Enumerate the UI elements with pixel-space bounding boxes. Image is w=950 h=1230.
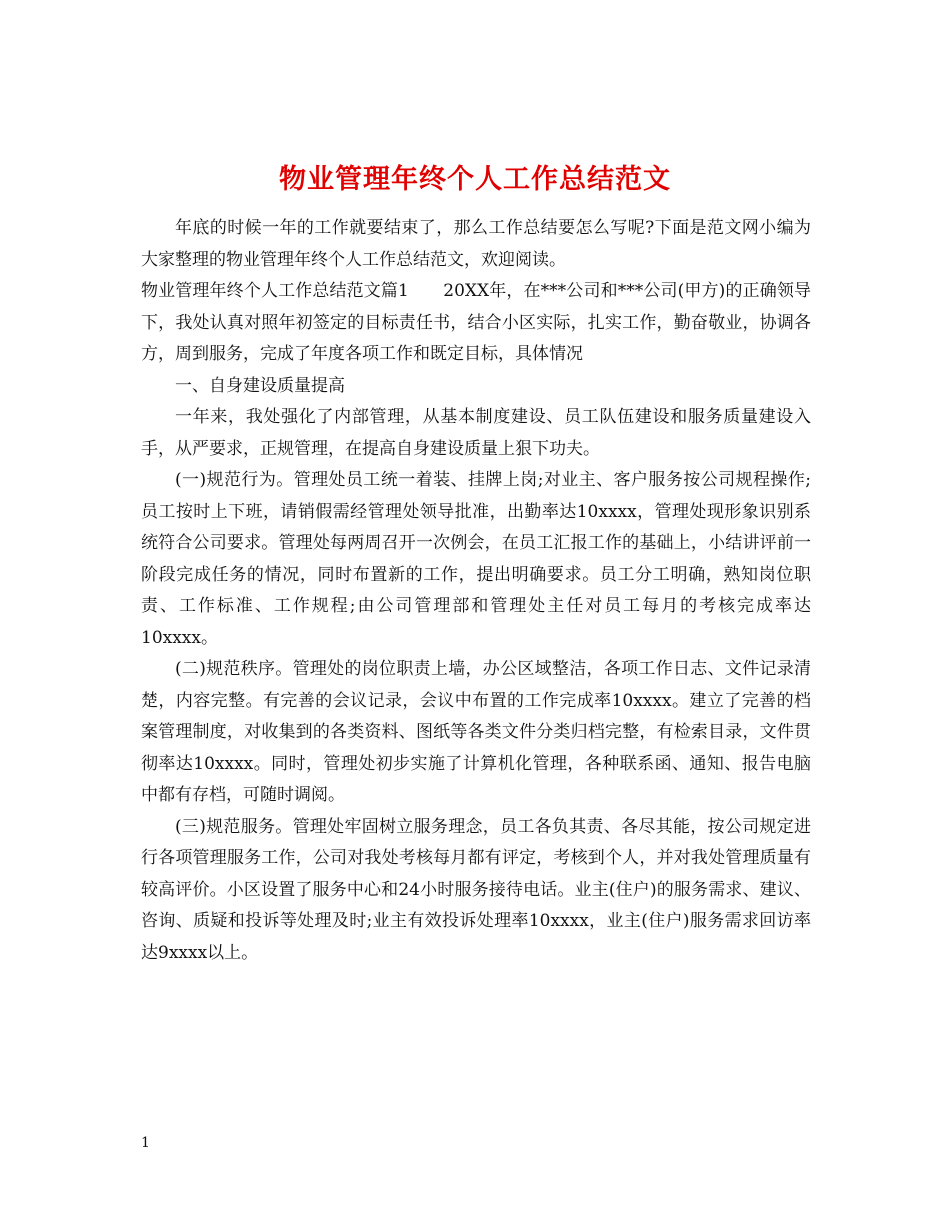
order-standard-paragraph: (二)规范秩序。管理处的岗位职责上墙，办公区域整洁，各项工作日志、文件记录清楚，内容完整。有完善的会议记录，会议中布置的工作完成率10xxxx。建立了完善的档案管理制度，对收集到的各类资料、图纸等各类文件分类归档完整，有检索目录，文件贯彻率达10xxxx。同时，管理处初步实施了计算机化管理，各种联系函、通知、报告电脑中都有存档，可随时调阅。 (141, 659, 811, 805)
service-standard-paragraph: (三)规范服务。管理处牢固树立服务理念，员工各负其责、各尽其能，按公司规定进行各项管理服务工作，公司对我处考核每月都有评定，考核到个人，并对我处管理质量有较高评价。小区设置了服务中心和24小时服务接待电话。业主(住户)的服务需求、建议、咨询、质疑和投诉等处理及时;业主有效投诉处理率10xxxx，业主(住户)服务需求回访率达9xxxx以上。 (141, 816, 811, 963)
page-number: 1 (141, 1135, 150, 1151)
document-title: 物业管理年终个人工作总结范文 (279, 164, 671, 196)
document-body (141, 213, 811, 969)
section-heading: 一、自身建设质量提高 (175, 375, 345, 396)
behavior-standard-paragraph: (一)规范行为。管理处员工统一着装、挂牌上岗;对业主、客户服务按公司规程操作;员工按时上下班，请销假需经管理处领导批准，出勤率达10xxxx，管理处现形象识别系统符合公司要求。管理处每两周召开一次例会，在员工汇报工作的基础上，小结讲评前一阶段完成任务的情况，同时布置新的工作，提出明确要求。员工分工明确，熟知岗位职责、工作标准、工作规程;由公司管理部和管理处主任对员工每月的考核完成率达10xxxx。 (141, 470, 811, 648)
article-opening-paragraph: 物业管理年终个人工作总结范文篇1 20XX年，在***公司和***公司(甲方)的正确领导下，我处认真对照年初签定的目标责任书，结合小区实际，扎实工作，勤奋敬业，协调各方，周到服务，完成了年度各项工作和既定目标，具体情况 (141, 281, 811, 364)
intro-paragraph: 年底的时候一年的工作就要结束了，那么工作总结要怎么写呢?下面是范文网小编为大家整理的物业管理年终个人工作总结范文，欢迎阅读。 (141, 218, 811, 270)
section-summary-paragraph: 一年来，我处强化了内部管理，从基本制度建设、员工队伍建设和服务质量建设入手，从严要求，正规管理，在提高自身建设质量上狠下功夫。 (141, 407, 811, 459)
